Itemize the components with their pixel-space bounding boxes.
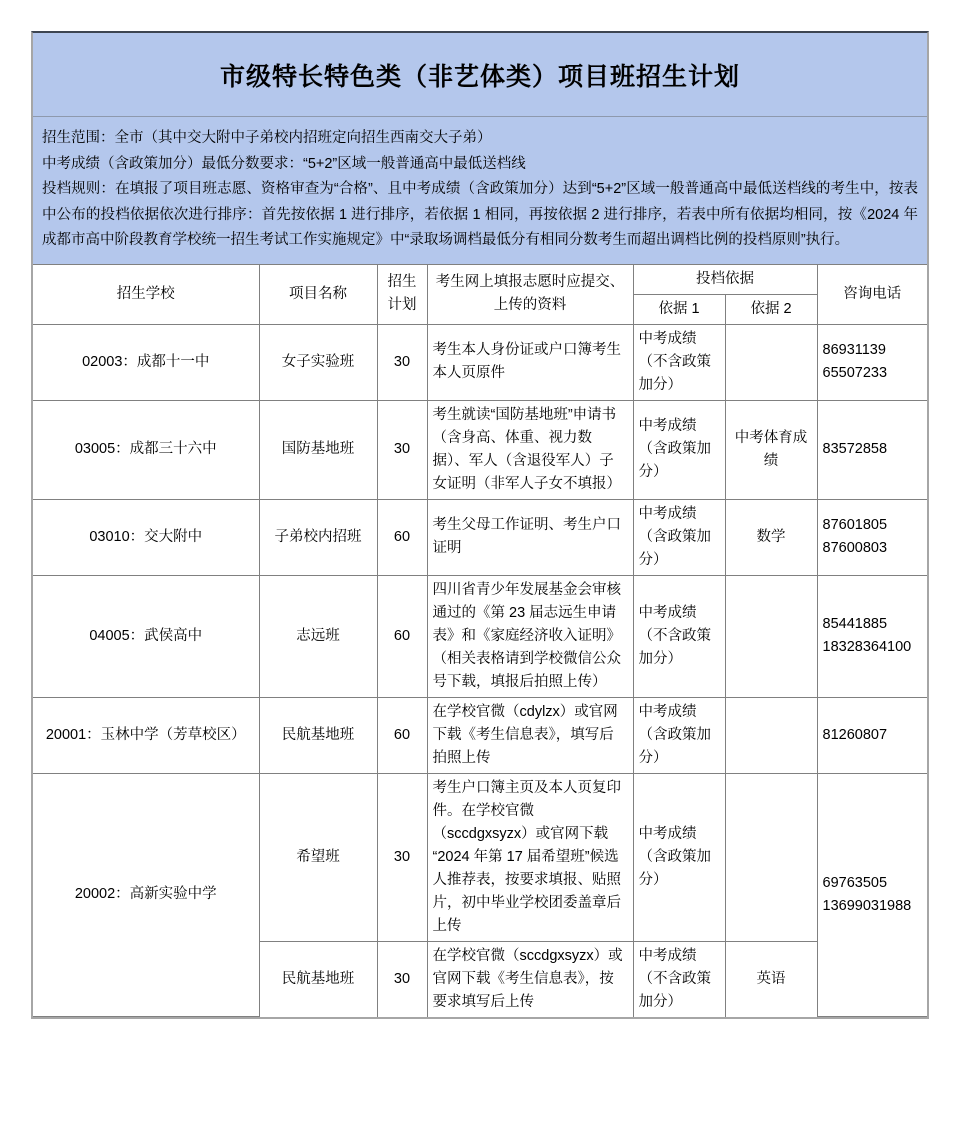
column-header-basis-group: 投档依据 [633, 264, 817, 294]
table-row [33, 499, 927, 575]
cell-basis1: 中考成绩（不含政策加分） [633, 575, 725, 697]
cell-project: 女子实验班 [259, 324, 377, 400]
column-header-school: 招生学校 [33, 264, 259, 324]
table-header [33, 264, 927, 324]
page-title: 市级特长特色类（非艺体类）项目班招生计划 [219, 62, 740, 91]
cell-basis2 [725, 773, 817, 941]
phone-number: 65507233 [822, 365, 888, 381]
cell-material: 在学校官微（cdylzx）或官网下载《考生信息表》，填写后拍照上传 [427, 697, 633, 773]
cell-school: 02003：成都十一中 [33, 324, 259, 400]
table-row [33, 697, 927, 773]
cell-material: 四川省青少年发展基金会审核通过的《第 23 届志远生申请表》和《家庭经济收入证明》（相关表格请到学校微信公众号下载，填报后拍照上传） [427, 575, 633, 697]
cell-school: 03005：成都三十六中 [33, 400, 259, 499]
cell-phone [817, 773, 927, 1017]
cell-material: 考生本人身份证或户口簿考生本人页原件 [427, 324, 633, 400]
cell-school: 20001：玉林中学（芳草校区） [33, 697, 259, 773]
cell-basis2 [725, 697, 817, 773]
cell-material: 在学校官微（sccdgxsyzx）或官网下载《考生信息表》，按要求填写后上传 [427, 941, 633, 1017]
admission-plan-table [33, 264, 927, 1018]
cell-basis1: 中考成绩（不含政策加分） [633, 941, 725, 1017]
cell-phone [817, 499, 927, 575]
cell-school: 20002：高新实验中学 [33, 773, 259, 1017]
cell-material: 考生就读“国防基地班”申请书（含身高、体重、视力数据）、军人（含退役军人）子女证明（非军人子女不填报） [427, 400, 633, 499]
cell-basis2: 数学 [725, 499, 817, 575]
cell-plan: 60 [377, 697, 427, 773]
cell-basis2: 英语 [725, 941, 817, 1017]
admission-notes [33, 117, 927, 264]
phone-number: 13699031988 [822, 897, 912, 914]
cell-material: 考生父母工作证明、考生户口证明 [427, 499, 633, 575]
document-title-band [33, 33, 927, 117]
cell-plan: 60 [377, 575, 427, 697]
cell-plan: 30 [377, 941, 427, 1017]
column-header-material: 考生网上填报志愿时应提交、上传的资料 [427, 264, 633, 324]
phone-number: 87600803 [822, 540, 888, 556]
cell-project: 志远班 [259, 575, 377, 697]
column-header-plan [377, 264, 427, 324]
table-row [33, 575, 927, 697]
cell-phone [817, 697, 927, 773]
cell-basis1: 中考成绩（含政策加分） [633, 697, 725, 773]
cell-basis2 [725, 324, 817, 400]
cell-school: 03010：交大附中 [33, 499, 259, 575]
cell-phone [817, 324, 927, 400]
column-header-plan-line2: 计划 [387, 297, 417, 313]
phone-number: 86931139 [822, 342, 886, 358]
column-header-basis1: 依据 1 [633, 294, 725, 324]
cell-plan: 60 [377, 499, 427, 575]
column-header-plan-line1: 招生 [387, 274, 417, 290]
table-row [33, 773, 927, 941]
cell-basis1: 中考成绩（含政策加分） [633, 773, 725, 941]
cell-basis2: 中考体育成绩 [725, 400, 817, 499]
cell-basis2 [725, 575, 817, 697]
note-scope: 招生范围：全市（其中交大附中子弟校内招班定向招生西南交大子弟） [42, 130, 492, 146]
phone-number: 83572858 [822, 441, 888, 457]
cell-project: 民航基地班 [259, 697, 377, 773]
phone-number: 87601805 [822, 517, 888, 533]
plan-sheet [31, 31, 929, 1019]
cell-phone [817, 400, 927, 499]
note-minimum-score: 中考成绩（含政策加分）最低分数要求：“5+2”区域一般普通高中最低送档线 [42, 155, 526, 172]
phone-number: 69763505 [822, 874, 888, 891]
header-row-top [33, 264, 927, 294]
table-row [33, 324, 927, 400]
phone-number: 85441885 [822, 616, 888, 632]
column-header-project: 项目名称 [259, 264, 377, 324]
column-header-basis2: 依据 2 [725, 294, 817, 324]
cell-project: 民航基地班 [259, 941, 377, 1017]
table-body [33, 324, 927, 1017]
cell-material: 考生户口簿主页及本人页复印件。在学校官微（sccdgxsyzx）或官网下载“2024 年第 17 届希望班”候选人推荐表，按要求填报、贴照片，初中毕业学校团委盖章后上传 [427, 773, 633, 941]
cell-plan: 30 [377, 400, 427, 499]
cell-phone [817, 575, 927, 697]
column-header-phone: 咨询电话 [817, 264, 927, 324]
cell-basis1: 中考成绩（不含政策加分） [633, 324, 725, 400]
cell-basis1: 中考成绩（含政策加分） [633, 499, 725, 575]
cell-plan: 30 [377, 773, 427, 941]
table-row [33, 400, 927, 499]
cell-basis1: 中考成绩（含政策加分） [633, 400, 725, 499]
cell-plan: 30 [377, 324, 427, 400]
cell-project: 子弟校内招班 [259, 499, 377, 575]
note-ranking-rule: 投档规则：在填报了项目班志愿、资格审查为“合格”、且中考成绩（含政策加分）达到“5+2”区域一般普通高中最低送档线的考生中，按表中公布的投档依据依次进行排序：首先按依据 1 进行排序，若依据 1 相同，再按依据 2 进行排序，若表中所有依据均相同，按《2024 年成都市高中阶段教育学校统一招生考试工作实施规定》中“录取场调档最低分有相同分数考生而超出调档比例的投档原则”执行。 [42, 181, 918, 248]
cell-project: 国防基地班 [259, 400, 377, 499]
cell-school: 04005：武侯高中 [33, 575, 259, 697]
phone-number: 81260807 [822, 726, 888, 743]
phone-number: 18328364100 [822, 639, 912, 655]
cell-project: 希望班 [259, 773, 377, 941]
